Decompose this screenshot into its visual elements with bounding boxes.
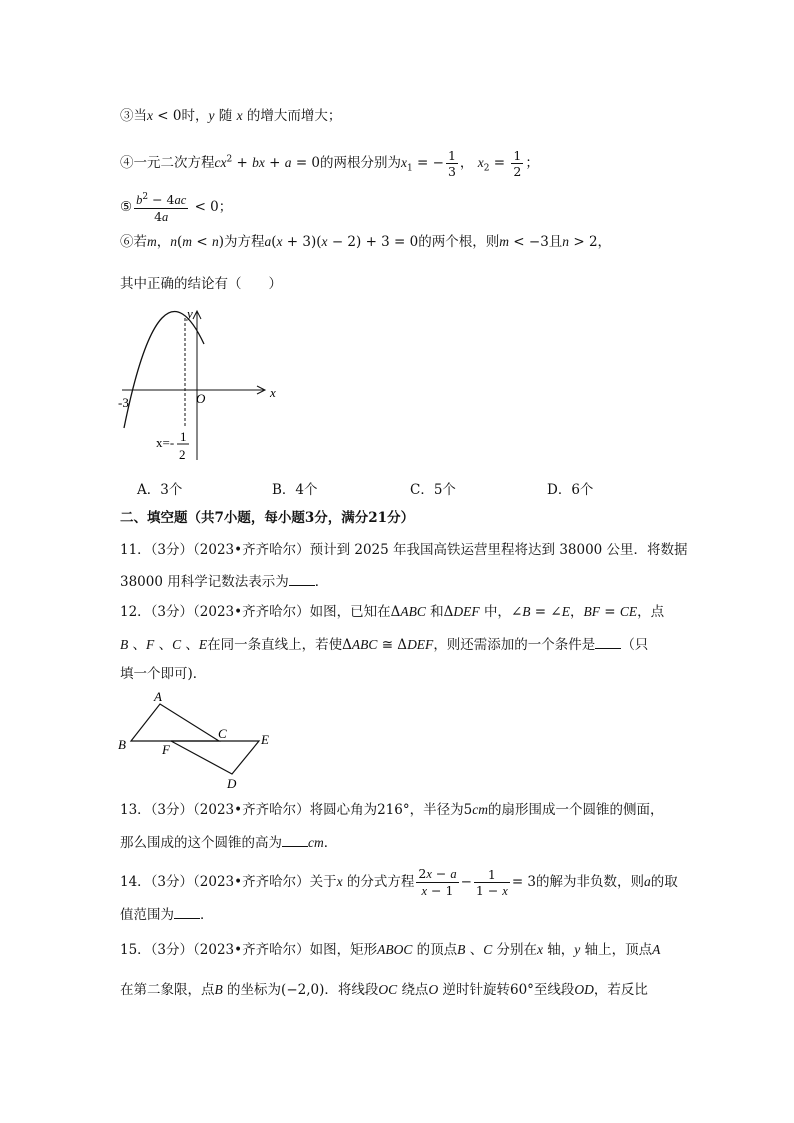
- q12-line2: B 、F 、C 、E在同一条直线上，若使ΔABC ≅ ΔDEF，则还需添加的一个条件是 （只: [120, 634, 648, 655]
- q15-line2: 在第二象限，点B 的坐标为(−2,0)．将线段OC 绕点O 逆时针旋转60°至线段OD，若反比: [120, 982, 648, 998]
- q12-answer-blank[interactable]: [595, 634, 621, 649]
- origin-label: O: [196, 391, 206, 406]
- parabola-figure: [112, 302, 282, 472]
- label-d: D: [227, 776, 237, 791]
- option-b[interactable]: B．4个: [272, 482, 318, 498]
- parabola-curve: [124, 312, 204, 428]
- triangle-def: [171, 741, 259, 774]
- q14-answer-blank[interactable]: [174, 904, 200, 919]
- q13-answer-blank[interactable]: [282, 832, 308, 847]
- q10-prompt: 其中正确的结论有（ ）: [120, 276, 282, 292]
- option-d[interactable]: D．6个: [547, 482, 594, 498]
- half-den: 2: [179, 447, 186, 462]
- statement-5: ⑤ $\frac{b^2 - 4ac}{4a}$ < 0；: [120, 192, 233, 225]
- triangles-figure: [112, 688, 282, 792]
- y-label: y: [187, 306, 193, 321]
- label-f: F: [162, 742, 170, 757]
- label-b: B: [118, 737, 126, 752]
- q11-answer-blank[interactable]: [289, 571, 315, 586]
- q15-line1: 15．（3分）（2023•齐齐哈尔）如图，矩形ABOC 的顶点B 、C 分别在x 轴，y 轴上，顶点A: [120, 942, 661, 958]
- axis-eq-label: x=-: [156, 435, 175, 450]
- statement-3: ③当x < 0时，y 随 x 的增大而增大；: [120, 108, 342, 124]
- neg3-label: -3: [118, 395, 129, 410]
- option-a[interactable]: A．3个: [137, 482, 183, 498]
- triangle-abc: [131, 704, 219, 741]
- label-e: E: [261, 732, 269, 747]
- label-a: A: [154, 689, 162, 704]
- section-2-title: 二、填空题（共7小题，每小题3分，满分21分）: [120, 510, 415, 526]
- q13-line2: 那么围成的这个圆锥的高为 cm．: [120, 832, 337, 853]
- option-c[interactable]: C．5个: [410, 482, 456, 498]
- q13-line1: 13．（3分）（2023•齐齐哈尔）将圆心角为216°，半径为5cm的扇形围成一个圆锥的侧面，: [120, 802, 664, 818]
- q11-line1: 11．（3分）（2023•齐齐哈尔）预计到 2025 年我国高铁运营里程将达到 38000 公里．将数据: [120, 542, 688, 558]
- q14-line2: 值范围为 ．: [120, 904, 214, 925]
- label-c: C: [218, 726, 227, 741]
- statement-6: ⑥若m，n(m < n)为方程a(x + 3)(x − 2) + 3 = 0的两个根，则m < −3且n > 2，: [120, 234, 612, 250]
- q14-line1: 14．（3分）（2023•齐齐哈尔）关于x 的分式方程 $\frac{2x - a}{x - 1}$ − $\frac{1}{1 - x}$ = 3的解为非负数，则a的取: [120, 866, 678, 898]
- statement-4: ④一元二次方程$cx^2$ + bx + a = 0的两根分别为$x_1$ = − $\frac{1}{3}$ ， $x_2$ = $\frac{1}{2}$ ；: [120, 148, 539, 179]
- half-num: 1: [180, 429, 187, 444]
- x-label: x: [270, 385, 276, 400]
- q12-line3: 填一个即可)．: [120, 666, 207, 682]
- q11-line2: 38000 用科学记数法表示为 ．: [120, 571, 328, 592]
- q12-line1: 12．（3分）（2023•齐齐哈尔）如图，已知在ΔABC 和ΔDEF 中，∠B = ∠E，BF = CE，点: [120, 604, 665, 620]
